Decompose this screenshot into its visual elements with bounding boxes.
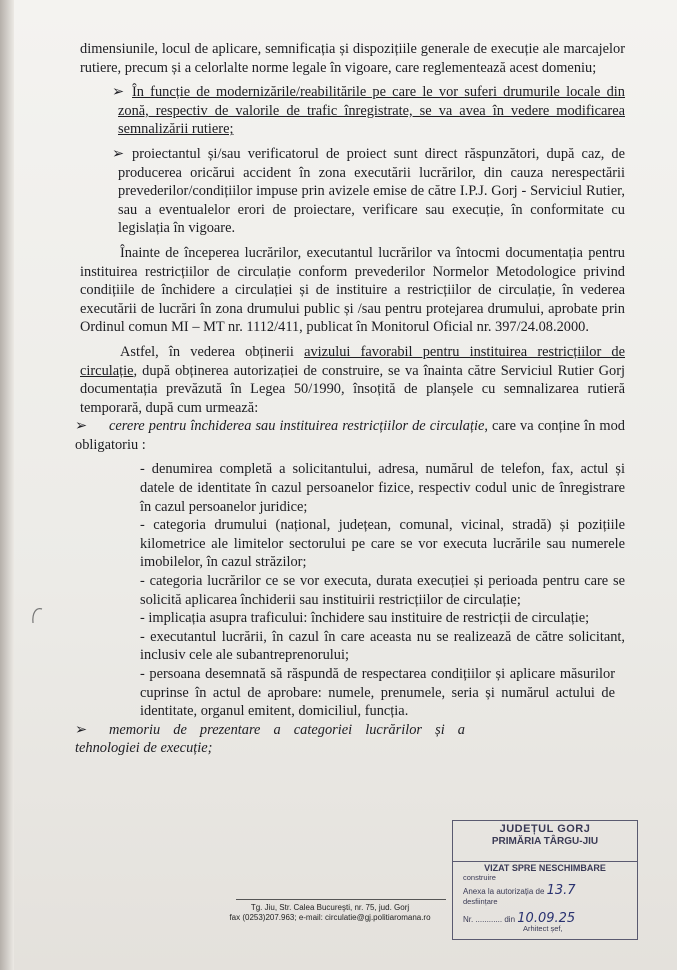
list-item-5: - executantul lucrării, în cazul în care aceasta nu se realizează de către solicitant, inclusiv cele ale subantreprenorului;: [140, 628, 625, 664]
stamp-nr-row: Nr. ............ din 10.09.25: [463, 911, 576, 926]
arrow-bullet-icon: ➢: [75, 721, 88, 738]
list-item-1: - denumirea completă a solicitantului, adresa, numărul de telefon, fax, actul și datele de identitate în cazul persoanelor fizice, respectiv codul unic de înregistrare în cazul persoanelor juridice;: [140, 461, 625, 515]
paragraph-3-text: proiectantul și/sau verificatorul de proiect sunt direct răspunzători, după caz, de producerea oricărui accident în zona executării lucrărilor, din cauza nerespectării prevederilor/condițiilor impuse prin avizele emise de către I.P.J. Gorj - Serviciul Rutier, sau a eventualelor erori de proiectare, verificare sau execuție, în conformitate cu legislația în vigoare.: [118, 145, 625, 237]
arrow-bullet-icon: ➢: [112, 84, 125, 101]
arrow-bullet-icon: ➢: [112, 145, 125, 162]
stamp-anexa-row: [463, 883, 576, 898]
paragraph-5: [80, 343, 625, 417]
document-body: [75, 40, 625, 758]
stamp-din-label: din: [504, 915, 516, 924]
stamp-anexa: Anexa la autorizația de: [463, 887, 545, 896]
stamp-desfiintare: desființare: [463, 897, 498, 906]
footer-divider: [236, 899, 446, 900]
stamp-nr-label: Nr.: [463, 915, 474, 924]
page-edge-shadow: [0, 0, 14, 970]
footer: [200, 903, 460, 923]
stamp-handwritten-date: 10.09.25: [517, 911, 576, 926]
approval-stamp: [452, 820, 638, 940]
paragraph-2: [80, 83, 625, 139]
paragraph-5-start: Astfel, în vederea obținerii: [120, 343, 305, 360]
paragraph-1: dimensiunile, locul de aplicare, semnificația și dispozițiile generale de execuție ale marcajelor rutiere, precum și a celorlalte norme legale în vigoare, care reglementează acest domeniu;: [80, 41, 625, 76]
list-item-3: - categoria lucrărilor ce se vor executa, durata execuției și perioada pentru care se solicită aplicarea închiderii sau instituirii restricțiilor de circulație;: [140, 573, 625, 608]
paragraph-4: Înainte de începerea lucrărilor, executantul lucrărilor va întocmi documentația pentru instituirea restricțiilor de circulație conform prevederilor Normelor Metodologice privind condițiile de închidere a circulației și de instituire a restricțiilor de circulație, în vederea executării de lucrări în zona drumului public și /sau pentru protejarea drumului, aprobate prin Ordinul comun MI – MT nr. 1112/411, publicat în Monitorul Oficial nr. 397/24.08.2000.: [80, 244, 625, 336]
stamp-county: JUDEȚUL GORJ: [499, 823, 591, 835]
paragraph-5-underlined: avizului favorabil pentru instituirea restricțiilor de circulație: [80, 343, 625, 379]
paragraph-6-end: , care va conține în mod obligatoriu :: [75, 418, 625, 453]
paragraph-6-italic: cerere pentru închiderea sau instituirea restricțiilor de circulație: [109, 418, 485, 435]
stamp-handwritten-number: 13.7: [546, 883, 576, 898]
paragraph-7-italic: memoriu de prezentare a categoriei lucrărilor și a tehnologiei de execuție;: [75, 721, 465, 757]
margin-pencil-mark: [30, 603, 44, 625]
stamp-construire: construire: [463, 873, 496, 882]
footer-contact: fax (0253)207.963; e-mail: circulatie@gj.politiaromana.ro: [229, 913, 431, 922]
stamp-title: VIZAT SPRE NESCHIMBARE: [453, 861, 637, 873]
stamp-arhitect: Arhitect șef,: [523, 924, 563, 933]
paragraph-7: [75, 721, 625, 758]
paragraph-3: [80, 145, 625, 238]
list-item-2: - categoria drumului (național, județean, comunal, vicinal, stradă) și pozițiile kilometrice ale limitelor sectorului pe care se vor executa lucrările sau numerele imobilelor, în cazul străzilor;: [140, 517, 625, 571]
list-item-4: - implicația asupra traficului: închidere sau instituire de restricții de circulație;: [140, 610, 590, 627]
stamp-city: PRIMĂRIA TÂRGU-JIU: [491, 836, 599, 847]
list-item-6: - persoana desemnată să răspundă de respectarea condițiilor și aplicare măsurilor cuprinse în actul de aprobare: numele, prenumele, seria și numărul actului de identitate, organul emitent, domiciliul, funcția.: [140, 666, 615, 720]
paragraph-6: [75, 417, 625, 454]
paragraph-2-text: În funcție de modernizările/reabilitările pe care le vor suferi drumurile locale din zonă, respectiv de valorile de trafic înregistrate, se va avea în vedere modificarea semnalizării rutiere;: [118, 84, 625, 138]
arrow-bullet-icon: ➢: [75, 418, 88, 435]
paragraph-5-end: , după obținerea autorizației de construire, se va înainta către Serviciul Rutier Gorj documentația prevăzută în Legea 50/1990, însoțită de planșele cu semnalizarea rutieră temporară, după cum urmează:: [80, 362, 625, 416]
footer-address: Tg. Jiu, Str. Calea Bucureşti, nr. 75, jud. Gorj: [250, 903, 410, 912]
